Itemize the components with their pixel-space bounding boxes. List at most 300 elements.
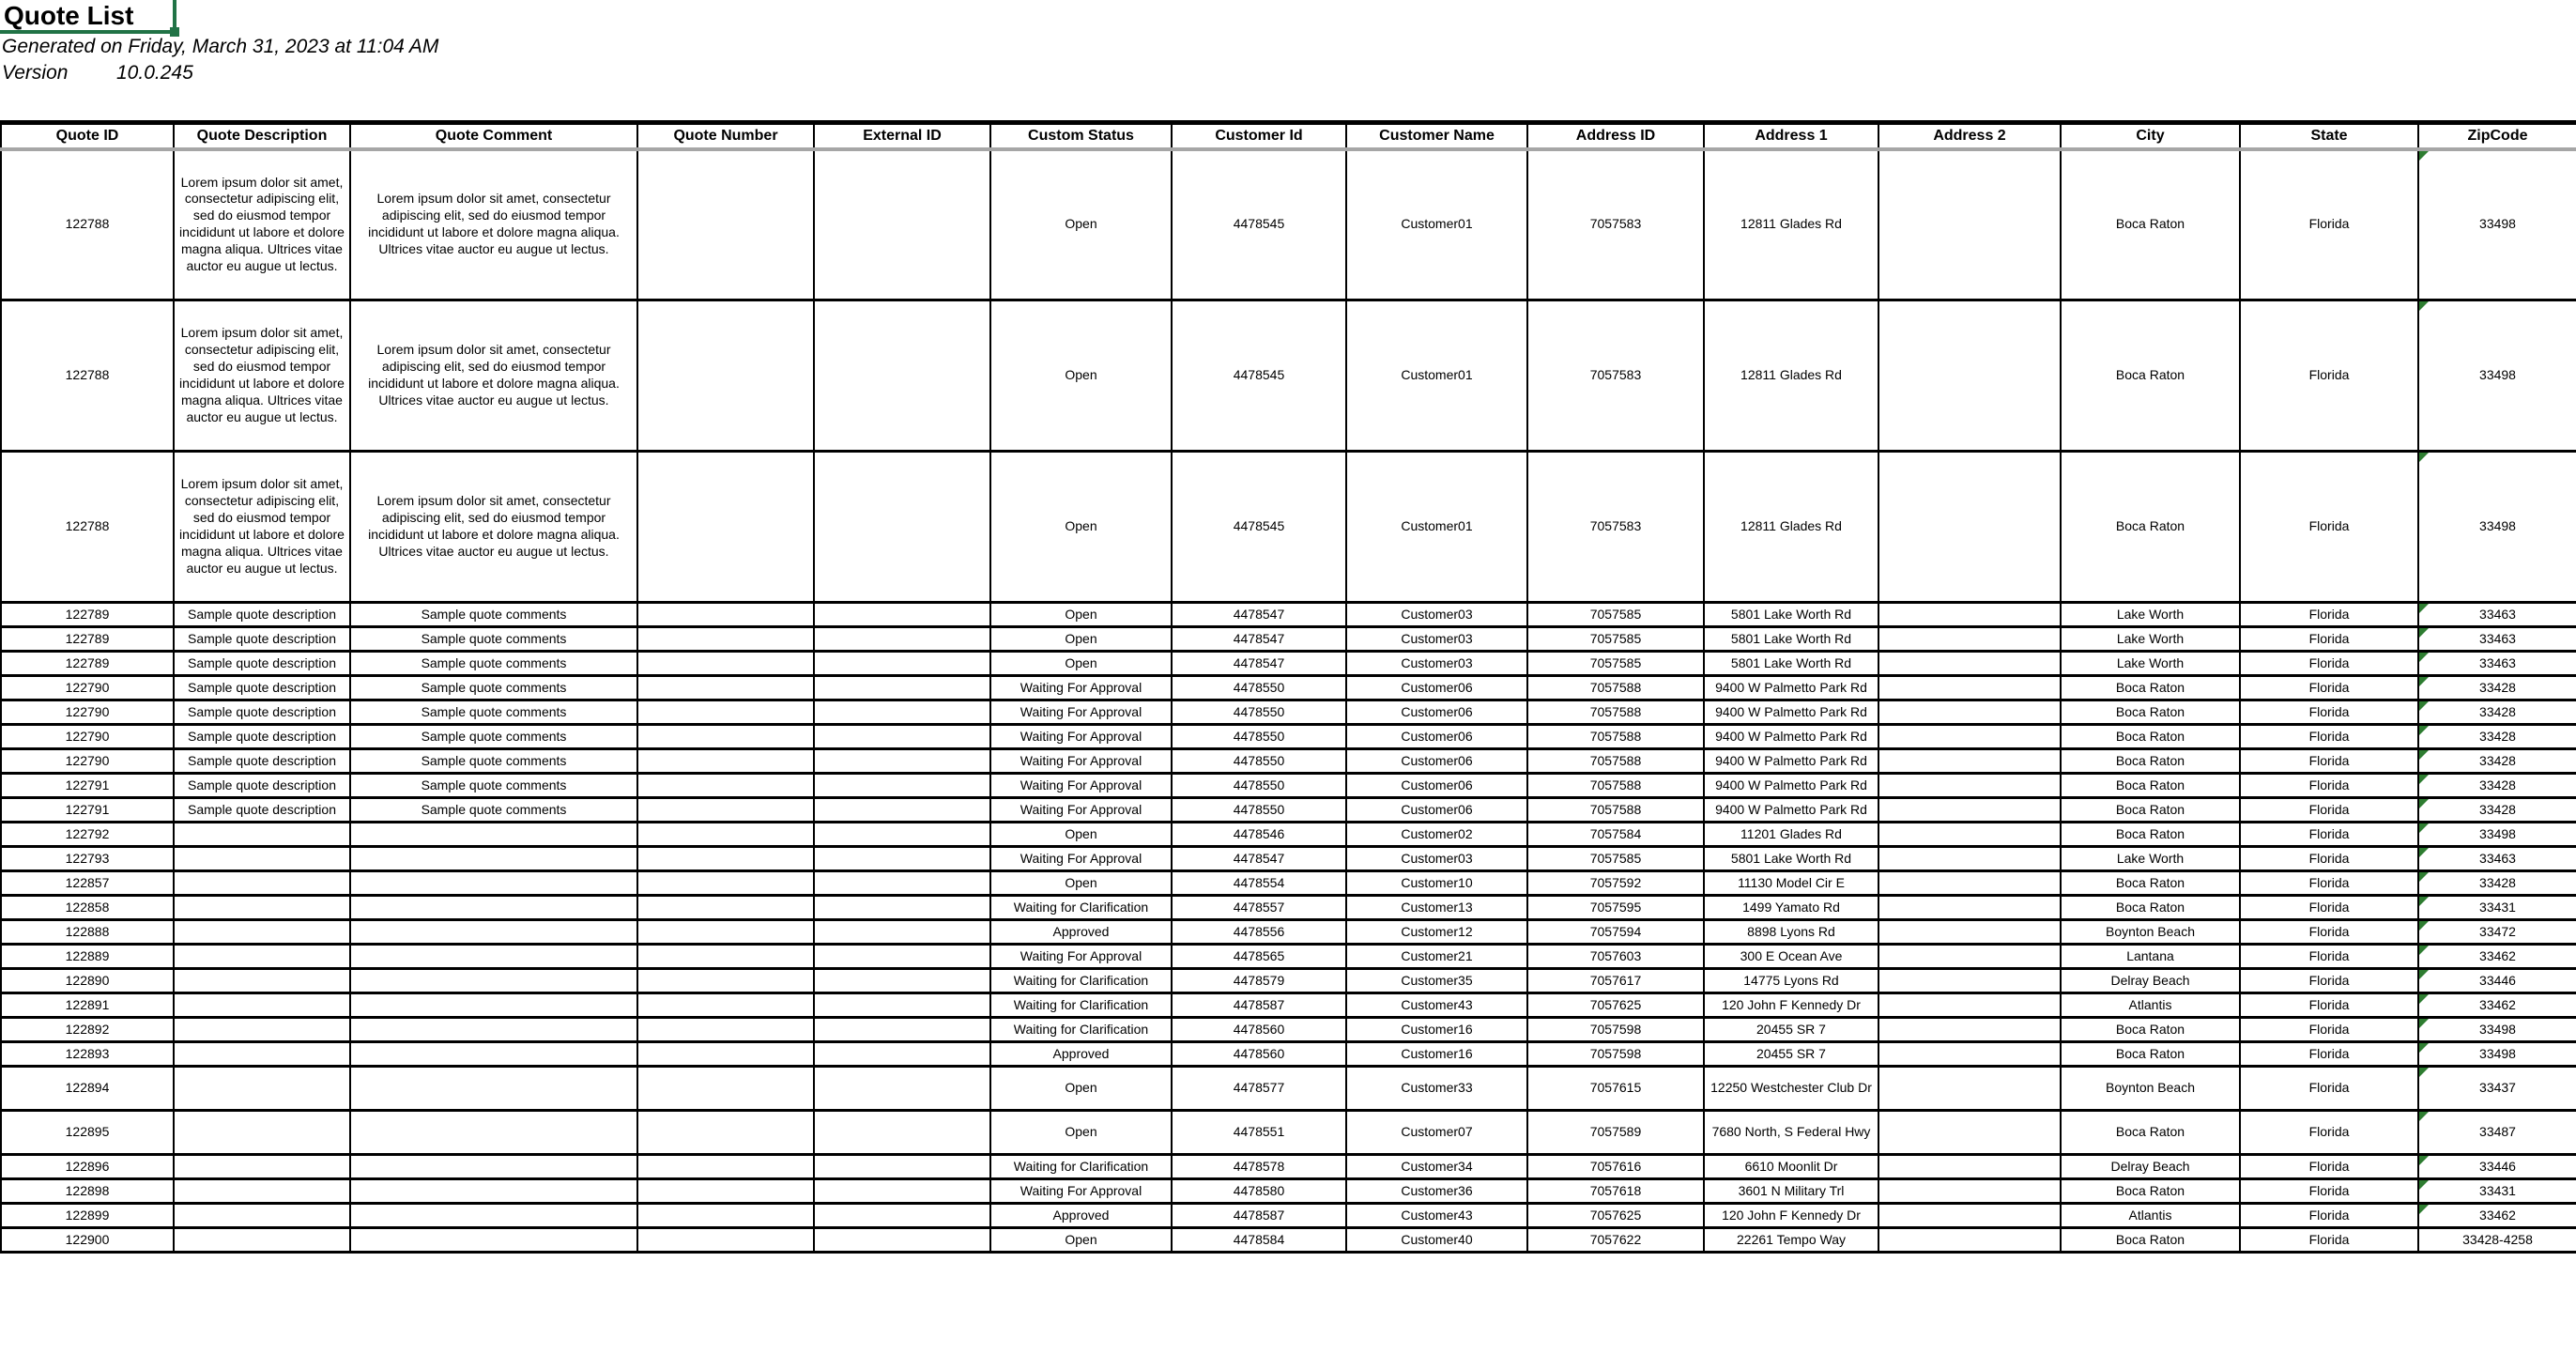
- cell-customer_id[interactable]: 4478557: [1172, 896, 1346, 920]
- cell-address_1[interactable]: 5801 Lake Worth Rd: [1704, 847, 1878, 871]
- cell-external_id[interactable]: [814, 749, 990, 774]
- cell-city[interactable]: Boca Raton: [2061, 300, 2240, 452]
- cell-zipcode[interactable]: 33462: [2418, 1204, 2576, 1228]
- cell-custom_status[interactable]: Waiting For Approval: [990, 774, 1172, 798]
- cell-customer_id[interactable]: 4478556: [1172, 920, 1346, 945]
- cell-address_1[interactable]: 14775 Lyons Rd: [1704, 969, 1878, 993]
- column-header-address_2[interactable]: Address 2: [1878, 123, 2061, 149]
- cell-customer_name[interactable]: Customer43: [1346, 1204, 1527, 1228]
- cell-address_2[interactable]: [1878, 993, 2061, 1018]
- cell-city[interactable]: Boynton Beach: [2061, 920, 2240, 945]
- cell-address_id[interactable]: 7057598: [1527, 1042, 1704, 1067]
- cell-customer_name[interactable]: Customer16: [1346, 1042, 1527, 1067]
- column-header-custom_status[interactable]: Custom Status: [990, 123, 1172, 149]
- cell-state[interactable]: Florida: [2240, 774, 2418, 798]
- cell-quote_id[interactable]: 122889: [1, 945, 174, 969]
- cell-quote_description[interactable]: [174, 993, 350, 1018]
- cell-state[interactable]: Florida: [2240, 1111, 2418, 1155]
- cell-quote_number[interactable]: [637, 1018, 814, 1042]
- cell-customer_id[interactable]: 4478577: [1172, 1067, 1346, 1111]
- cell-city[interactable]: Delray Beach: [2061, 969, 2240, 993]
- cell-external_id[interactable]: [814, 847, 990, 871]
- cell-state[interactable]: Florida: [2240, 725, 2418, 749]
- cell-address_2[interactable]: [1878, 823, 2061, 847]
- cell-address_1[interactable]: 9400 W Palmetto Park Rd: [1704, 725, 1878, 749]
- cell-customer_id[interactable]: 4478550: [1172, 676, 1346, 700]
- cell-quote_description[interactable]: [174, 1111, 350, 1155]
- cell-customer_id[interactable]: 4478584: [1172, 1228, 1346, 1253]
- cell-quote_description[interactable]: Sample quote description: [174, 774, 350, 798]
- cell-address_id[interactable]: 7057585: [1527, 847, 1704, 871]
- cell-external_id[interactable]: [814, 300, 990, 452]
- cell-quote_description[interactable]: Sample quote description: [174, 725, 350, 749]
- cell-quote_comment[interactable]: [350, 1155, 637, 1179]
- cell-quote_description[interactable]: Lorem ipsum dolor sit amet, consectetur adipiscing elit, sed do eiusmod tempor incididunt ut labore et dolore magna aliqua. Ultrices vitae auctor eu augue ut lectus.: [174, 149, 350, 300]
- cell-address_2[interactable]: [1878, 300, 2061, 452]
- column-header-quote_comment[interactable]: Quote Comment: [350, 123, 637, 149]
- cell-city[interactable]: Boca Raton: [2061, 700, 2240, 725]
- cell-customer_name[interactable]: Customer43: [1346, 993, 1527, 1018]
- cell-zipcode[interactable]: 33428: [2418, 725, 2576, 749]
- cell-custom_status[interactable]: Open: [990, 1067, 1172, 1111]
- cell-state[interactable]: Florida: [2240, 823, 2418, 847]
- cell-address_id[interactable]: 7057588: [1527, 798, 1704, 823]
- cell-customer_name[interactable]: Customer16: [1346, 1018, 1527, 1042]
- cell-address_2[interactable]: [1878, 676, 2061, 700]
- cell-state[interactable]: Florida: [2240, 1018, 2418, 1042]
- cell-custom_status[interactable]: Waiting for Clarification: [990, 969, 1172, 993]
- cell-state[interactable]: Florida: [2240, 627, 2418, 652]
- cell-state[interactable]: Florida: [2240, 871, 2418, 896]
- cell-custom_status[interactable]: Open: [990, 300, 1172, 452]
- column-header-city[interactable]: City: [2061, 123, 2240, 149]
- cell-city[interactable]: Boca Raton: [2061, 1111, 2240, 1155]
- cell-custom_status[interactable]: Open: [990, 823, 1172, 847]
- cell-customer_id[interactable]: 4478587: [1172, 1204, 1346, 1228]
- cell-quote_description[interactable]: [174, 823, 350, 847]
- cell-external_id[interactable]: [814, 774, 990, 798]
- cell-address_2[interactable]: [1878, 1018, 2061, 1042]
- cell-custom_status[interactable]: Open: [990, 149, 1172, 300]
- cell-custom_status[interactable]: Waiting for Clarification: [990, 993, 1172, 1018]
- cell-external_id[interactable]: [814, 1228, 990, 1253]
- column-header-zipcode[interactable]: ZipCode: [2418, 123, 2576, 149]
- cell-city[interactable]: Boca Raton: [2061, 1018, 2240, 1042]
- cell-state[interactable]: Florida: [2240, 798, 2418, 823]
- cell-quote_description[interactable]: [174, 1179, 350, 1204]
- cell-custom_status[interactable]: Approved: [990, 920, 1172, 945]
- cell-zipcode[interactable]: 33462: [2418, 993, 2576, 1018]
- cell-customer_name[interactable]: Customer01: [1346, 300, 1527, 452]
- cell-address_2[interactable]: [1878, 627, 2061, 652]
- cell-customer_id[interactable]: 4478587: [1172, 993, 1346, 1018]
- cell-quote_comment[interactable]: [350, 1179, 637, 1204]
- cell-customer_name[interactable]: Customer12: [1346, 920, 1527, 945]
- cell-address_id[interactable]: 7057588: [1527, 774, 1704, 798]
- cell-address_id[interactable]: 7057585: [1527, 652, 1704, 676]
- cell-city[interactable]: Lantana: [2061, 945, 2240, 969]
- cell-quote_id[interactable]: 122792: [1, 823, 174, 847]
- cell-address_id[interactable]: 7057585: [1527, 627, 1704, 652]
- cell-address_2[interactable]: [1878, 603, 2061, 627]
- cell-quote_description[interactable]: [174, 1155, 350, 1179]
- cell-quote_comment[interactable]: [350, 823, 637, 847]
- cell-external_id[interactable]: [814, 1042, 990, 1067]
- cell-address_1[interactable]: 8898 Lyons Rd: [1704, 920, 1878, 945]
- cell-zipcode[interactable]: 33463: [2418, 847, 2576, 871]
- cell-quote_number[interactable]: [637, 652, 814, 676]
- cell-external_id[interactable]: [814, 993, 990, 1018]
- cell-quote_id[interactable]: 122857: [1, 871, 174, 896]
- cell-quote_comment[interactable]: Lorem ipsum dolor sit amet, consectetur adipiscing elit, sed do eiusmod tempor incididunt ut labore et dolore magna aliqua. Ultrices vitae auctor eu augue ut lectus.: [350, 300, 637, 452]
- cell-quote_description[interactable]: [174, 1018, 350, 1042]
- cell-quote_number[interactable]: [637, 627, 814, 652]
- column-header-quote_number[interactable]: Quote Number: [637, 123, 814, 149]
- cell-state[interactable]: Florida: [2240, 676, 2418, 700]
- cell-zipcode[interactable]: 33498: [2418, 300, 2576, 452]
- cell-quote_id[interactable]: 122789: [1, 627, 174, 652]
- cell-quote_number[interactable]: [637, 603, 814, 627]
- cell-quote_id[interactable]: 122890: [1, 969, 174, 993]
- cell-city[interactable]: Atlantis: [2061, 1204, 2240, 1228]
- cell-quote_number[interactable]: [637, 920, 814, 945]
- cell-customer_name[interactable]: Customer06: [1346, 749, 1527, 774]
- cell-quote_comment[interactable]: Lorem ipsum dolor sit amet, consectetur adipiscing elit, sed do eiusmod tempor incididunt ut labore et dolore magna aliqua. Ultrices vitae auctor eu augue ut lectus.: [350, 452, 637, 603]
- cell-quote_id[interactable]: 122793: [1, 847, 174, 871]
- cell-custom_status[interactable]: Waiting for Clarification: [990, 1155, 1172, 1179]
- cell-quote_comment[interactable]: [350, 969, 637, 993]
- cell-quote_comment[interactable]: [350, 1018, 637, 1042]
- cell-zipcode[interactable]: 33498: [2418, 149, 2576, 300]
- cell-address_1[interactable]: 9400 W Palmetto Park Rd: [1704, 798, 1878, 823]
- cell-quote_description[interactable]: Sample quote description: [174, 700, 350, 725]
- cell-customer_id[interactable]: 4478578: [1172, 1155, 1346, 1179]
- cell-city[interactable]: Boca Raton: [2061, 676, 2240, 700]
- cell-address_id[interactable]: 7057625: [1527, 993, 1704, 1018]
- cell-customer_id[interactable]: 4478550: [1172, 798, 1346, 823]
- cell-quote_comment[interactable]: [350, 896, 637, 920]
- cell-address_1[interactable]: 20455 SR 7: [1704, 1018, 1878, 1042]
- cell-zipcode[interactable]: 33428: [2418, 774, 2576, 798]
- cell-address_id[interactable]: 7057595: [1527, 896, 1704, 920]
- cell-quote_number[interactable]: [637, 676, 814, 700]
- cell-custom_status[interactable]: Open: [990, 871, 1172, 896]
- cell-address_id[interactable]: 7057616: [1527, 1155, 1704, 1179]
- cell-quote_comment[interactable]: Sample quote comments: [350, 603, 637, 627]
- cell-city[interactable]: Boca Raton: [2061, 725, 2240, 749]
- cell-zipcode[interactable]: 33472: [2418, 920, 2576, 945]
- cell-zipcode[interactable]: 33428-4258: [2418, 1228, 2576, 1253]
- cell-address_2[interactable]: [1878, 1067, 2061, 1111]
- cell-quote_comment[interactable]: Sample quote comments: [350, 725, 637, 749]
- cell-address_id[interactable]: 7057585: [1527, 603, 1704, 627]
- cell-address_2[interactable]: [1878, 798, 2061, 823]
- cell-state[interactable]: Florida: [2240, 1228, 2418, 1253]
- cell-address_id[interactable]: 7057617: [1527, 969, 1704, 993]
- cell-state[interactable]: Florida: [2240, 749, 2418, 774]
- column-header-quote_id[interactable]: Quote ID: [1, 123, 174, 149]
- cell-city[interactable]: Boca Raton: [2061, 749, 2240, 774]
- cell-state[interactable]: Florida: [2240, 700, 2418, 725]
- cell-zipcode[interactable]: 33428: [2418, 700, 2576, 725]
- cell-state[interactable]: Florida: [2240, 452, 2418, 603]
- cell-customer_id[interactable]: 4478554: [1172, 871, 1346, 896]
- cell-address_1[interactable]: 1499 Yamato Rd: [1704, 896, 1878, 920]
- cell-city[interactable]: Lake Worth: [2061, 603, 2240, 627]
- cell-quote_id[interactable]: 122899: [1, 1204, 174, 1228]
- cell-quote_description[interactable]: Sample quote description: [174, 652, 350, 676]
- cell-address_1[interactable]: 120 John F Kennedy Dr: [1704, 993, 1878, 1018]
- cell-quote_id[interactable]: 122894: [1, 1067, 174, 1111]
- cell-address_1[interactable]: 12811 Glades Rd: [1704, 149, 1878, 300]
- cell-state[interactable]: Florida: [2240, 652, 2418, 676]
- cell-quote_description[interactable]: [174, 1228, 350, 1253]
- cell-address_2[interactable]: [1878, 1042, 2061, 1067]
- cell-customer_name[interactable]: Customer33: [1346, 1067, 1527, 1111]
- cell-quote_number[interactable]: [637, 749, 814, 774]
- cell-quote_number[interactable]: [637, 993, 814, 1018]
- cell-city[interactable]: Boca Raton: [2061, 452, 2240, 603]
- cell-address_2[interactable]: [1878, 1179, 2061, 1204]
- cell-address_2[interactable]: [1878, 945, 2061, 969]
- cell-external_id[interactable]: [814, 896, 990, 920]
- cell-city[interactable]: Boynton Beach: [2061, 1067, 2240, 1111]
- cell-city[interactable]: Lake Worth: [2061, 847, 2240, 871]
- cell-zipcode[interactable]: 33428: [2418, 871, 2576, 896]
- cell-quote_comment[interactable]: Sample quote comments: [350, 627, 637, 652]
- cell-zipcode[interactable]: 33431: [2418, 896, 2576, 920]
- cell-address_1[interactable]: 5801 Lake Worth Rd: [1704, 627, 1878, 652]
- cell-custom_status[interactable]: Open: [990, 652, 1172, 676]
- cell-custom_status[interactable]: Waiting For Approval: [990, 725, 1172, 749]
- cell-external_id[interactable]: [814, 871, 990, 896]
- cell-address_1[interactable]: 7680 North, S Federal Hwy: [1704, 1111, 1878, 1155]
- cell-quote_comment[interactable]: Sample quote comments: [350, 652, 637, 676]
- cell-zipcode[interactable]: 33437: [2418, 1067, 2576, 1111]
- cell-customer_id[interactable]: 4478545: [1172, 149, 1346, 300]
- cell-quote_comment[interactable]: [350, 945, 637, 969]
- cell-address_2[interactable]: [1878, 1228, 2061, 1253]
- cell-quote_id[interactable]: 122790: [1, 725, 174, 749]
- cell-quote_number[interactable]: [637, 847, 814, 871]
- cell-state[interactable]: Florida: [2240, 993, 2418, 1018]
- cell-customer_id[interactable]: 4478560: [1172, 1042, 1346, 1067]
- cell-address_1[interactable]: 9400 W Palmetto Park Rd: [1704, 676, 1878, 700]
- cell-external_id[interactable]: [814, 452, 990, 603]
- cell-custom_status[interactable]: Waiting For Approval: [990, 749, 1172, 774]
- cell-customer_id[interactable]: 4478551: [1172, 1111, 1346, 1155]
- cell-quote_id[interactable]: 122893: [1, 1042, 174, 1067]
- cell-customer_name[interactable]: Customer02: [1346, 823, 1527, 847]
- cell-quote_description[interactable]: [174, 871, 350, 896]
- cell-address_2[interactable]: [1878, 749, 2061, 774]
- cell-zipcode[interactable]: 33463: [2418, 652, 2576, 676]
- column-header-external_id[interactable]: External ID: [814, 123, 990, 149]
- column-header-customer_id[interactable]: Customer Id: [1172, 123, 1346, 149]
- cell-address_id[interactable]: 7057618: [1527, 1179, 1704, 1204]
- cell-quote_comment[interactable]: Lorem ipsum dolor sit amet, consectetur adipiscing elit, sed do eiusmod tempor incididunt ut labore et dolore magna aliqua. Ultrices vitae auctor eu augue ut lectus.: [350, 149, 637, 300]
- cell-customer_name[interactable]: Customer36: [1346, 1179, 1527, 1204]
- cell-state[interactable]: Florida: [2240, 1155, 2418, 1179]
- cell-address_2[interactable]: [1878, 1111, 2061, 1155]
- cell-address_2[interactable]: [1878, 920, 2061, 945]
- cell-external_id[interactable]: [814, 1179, 990, 1204]
- cell-zipcode[interactable]: 33428: [2418, 798, 2576, 823]
- cell-quote_number[interactable]: [637, 774, 814, 798]
- cell-address_1[interactable]: 20455 SR 7: [1704, 1042, 1878, 1067]
- cell-address_2[interactable]: [1878, 149, 2061, 300]
- cell-customer_name[interactable]: Customer03: [1346, 627, 1527, 652]
- cell-quote_id[interactable]: 122896: [1, 1155, 174, 1179]
- cell-zipcode[interactable]: 33428: [2418, 749, 2576, 774]
- cell-quote_description[interactable]: Sample quote description: [174, 627, 350, 652]
- column-header-quote_description[interactable]: Quote Description: [174, 123, 350, 149]
- cell-address_2[interactable]: [1878, 1204, 2061, 1228]
- cell-customer_name[interactable]: Customer06: [1346, 725, 1527, 749]
- cell-customer_name[interactable]: Customer21: [1346, 945, 1527, 969]
- cell-address_2[interactable]: [1878, 871, 2061, 896]
- cell-state[interactable]: Florida: [2240, 896, 2418, 920]
- cell-customer_name[interactable]: Customer01: [1346, 452, 1527, 603]
- cell-address_id[interactable]: 7057622: [1527, 1228, 1704, 1253]
- cell-quote_comment[interactable]: [350, 920, 637, 945]
- cell-external_id[interactable]: [814, 603, 990, 627]
- cell-customer_name[interactable]: Customer03: [1346, 652, 1527, 676]
- cell-custom_status[interactable]: Approved: [990, 1042, 1172, 1067]
- cell-city[interactable]: Boca Raton: [2061, 1228, 2240, 1253]
- cell-external_id[interactable]: [814, 969, 990, 993]
- column-header-state[interactable]: State: [2240, 123, 2418, 149]
- cell-customer_id[interactable]: 4478546: [1172, 823, 1346, 847]
- cell-customer_name[interactable]: Customer34: [1346, 1155, 1527, 1179]
- cell-quote_description[interactable]: Sample quote description: [174, 798, 350, 823]
- cell-address_1[interactable]: 9400 W Palmetto Park Rd: [1704, 774, 1878, 798]
- cell-quote_id[interactable]: 122790: [1, 700, 174, 725]
- cell-external_id[interactable]: [814, 676, 990, 700]
- column-header-address_1[interactable]: Address 1: [1704, 123, 1878, 149]
- cell-address_id[interactable]: 7057603: [1527, 945, 1704, 969]
- cell-zipcode[interactable]: 33463: [2418, 627, 2576, 652]
- cell-address_id[interactable]: 7057588: [1527, 749, 1704, 774]
- cell-address_1[interactable]: 9400 W Palmetto Park Rd: [1704, 700, 1878, 725]
- cell-state[interactable]: Florida: [2240, 920, 2418, 945]
- cell-quote_description[interactable]: Lorem ipsum dolor sit amet, consectetur adipiscing elit, sed do eiusmod tempor incididunt ut labore et dolore magna aliqua. Ultrices vitae auctor eu augue ut lectus.: [174, 300, 350, 452]
- cell-city[interactable]: Delray Beach: [2061, 1155, 2240, 1179]
- cell-custom_status[interactable]: Open: [990, 1228, 1172, 1253]
- cell-address_1[interactable]: 12811 Glades Rd: [1704, 452, 1878, 603]
- cell-customer_id[interactable]: 4478550: [1172, 774, 1346, 798]
- cell-zipcode[interactable]: 33446: [2418, 969, 2576, 993]
- cell-quote_id[interactable]: 122790: [1, 676, 174, 700]
- cell-address_2[interactable]: [1878, 700, 2061, 725]
- cell-zipcode[interactable]: 33446: [2418, 1155, 2576, 1179]
- cell-quote_id[interactable]: 122791: [1, 798, 174, 823]
- cell-state[interactable]: Florida: [2240, 1204, 2418, 1228]
- cell-customer_id[interactable]: 4478545: [1172, 452, 1346, 603]
- cell-customer_name[interactable]: Customer06: [1346, 798, 1527, 823]
- cell-address_2[interactable]: [1878, 1155, 2061, 1179]
- cell-custom_status[interactable]: Approved: [990, 1204, 1172, 1228]
- cell-zipcode[interactable]: 33498: [2418, 1018, 2576, 1042]
- cell-quote_number[interactable]: [637, 823, 814, 847]
- cell-city[interactable]: Lake Worth: [2061, 652, 2240, 676]
- cell-customer_name[interactable]: Customer03: [1346, 847, 1527, 871]
- cell-quote_id[interactable]: 122895: [1, 1111, 174, 1155]
- cell-quote_number[interactable]: [637, 871, 814, 896]
- cell-quote_number[interactable]: [637, 725, 814, 749]
- cell-quote_comment[interactable]: Sample quote comments: [350, 774, 637, 798]
- cell-quote_id[interactable]: 122788: [1, 452, 174, 603]
- cell-quote_comment[interactable]: [350, 1042, 637, 1067]
- cell-quote_number[interactable]: [637, 149, 814, 300]
- cell-address_id[interactable]: 7057588: [1527, 725, 1704, 749]
- cell-zipcode[interactable]: 33462: [2418, 945, 2576, 969]
- cell-city[interactable]: Atlantis: [2061, 993, 2240, 1018]
- cell-zipcode[interactable]: 33431: [2418, 1179, 2576, 1204]
- cell-address_2[interactable]: [1878, 725, 2061, 749]
- cell-custom_status[interactable]: Waiting For Approval: [990, 798, 1172, 823]
- column-header-address_id[interactable]: Address ID: [1527, 123, 1704, 149]
- cell-external_id[interactable]: [814, 1204, 990, 1228]
- cell-custom_status[interactable]: Waiting For Approval: [990, 847, 1172, 871]
- cell-address_2[interactable]: [1878, 652, 2061, 676]
- cell-address_1[interactable]: 12250 Westchester Club Dr: [1704, 1067, 1878, 1111]
- cell-quote_description[interactable]: Sample quote description: [174, 749, 350, 774]
- cell-state[interactable]: Florida: [2240, 603, 2418, 627]
- cell-address_1[interactable]: 9400 W Palmetto Park Rd: [1704, 749, 1878, 774]
- cell-quote_id[interactable]: 122789: [1, 652, 174, 676]
- cell-quote_id[interactable]: 122892: [1, 1018, 174, 1042]
- cell-city[interactable]: Boca Raton: [2061, 823, 2240, 847]
- cell-external_id[interactable]: [814, 1018, 990, 1042]
- cell-external_id[interactable]: [814, 1111, 990, 1155]
- cell-external_id[interactable]: [814, 149, 990, 300]
- cell-external_id[interactable]: [814, 1155, 990, 1179]
- cell-quote_number[interactable]: [637, 945, 814, 969]
- column-header-customer_name[interactable]: Customer Name: [1346, 123, 1527, 149]
- cell-city[interactable]: Boca Raton: [2061, 774, 2240, 798]
- cell-city[interactable]: Boca Raton: [2061, 149, 2240, 300]
- cell-quote_id[interactable]: 122791: [1, 774, 174, 798]
- cell-custom_status[interactable]: Waiting For Approval: [990, 1179, 1172, 1204]
- cell-quote_number[interactable]: [637, 969, 814, 993]
- cell-address_id[interactable]: 7057598: [1527, 1018, 1704, 1042]
- cell-custom_status[interactable]: Open: [990, 627, 1172, 652]
- cell-quote_comment[interactable]: Sample quote comments: [350, 798, 637, 823]
- cell-custom_status[interactable]: Waiting for Clarification: [990, 1018, 1172, 1042]
- cell-quote_comment[interactable]: Sample quote comments: [350, 700, 637, 725]
- cell-external_id[interactable]: [814, 920, 990, 945]
- cell-address_1[interactable]: 5801 Lake Worth Rd: [1704, 603, 1878, 627]
- cell-external_id[interactable]: [814, 700, 990, 725]
- cell-address_2[interactable]: [1878, 896, 2061, 920]
- cell-custom_status[interactable]: Waiting for Clarification: [990, 896, 1172, 920]
- cell-quote_number[interactable]: [637, 1042, 814, 1067]
- cell-city[interactable]: Boca Raton: [2061, 1179, 2240, 1204]
- cell-address_id[interactable]: 7057588: [1527, 700, 1704, 725]
- cell-state[interactable]: Florida: [2240, 149, 2418, 300]
- cell-address_id[interactable]: 7057583: [1527, 300, 1704, 452]
- cell-address_1[interactable]: 300 E Ocean Ave: [1704, 945, 1878, 969]
- cell-address_2[interactable]: [1878, 969, 2061, 993]
- cell-state[interactable]: Florida: [2240, 847, 2418, 871]
- cell-customer_id[interactable]: 4478565: [1172, 945, 1346, 969]
- cell-customer_id[interactable]: 4478545: [1172, 300, 1346, 452]
- cell-custom_status[interactable]: Waiting For Approval: [990, 945, 1172, 969]
- cell-state[interactable]: Florida: [2240, 969, 2418, 993]
- cell-zipcode[interactable]: 33498: [2418, 452, 2576, 603]
- cell-address_id[interactable]: 7057589: [1527, 1111, 1704, 1155]
